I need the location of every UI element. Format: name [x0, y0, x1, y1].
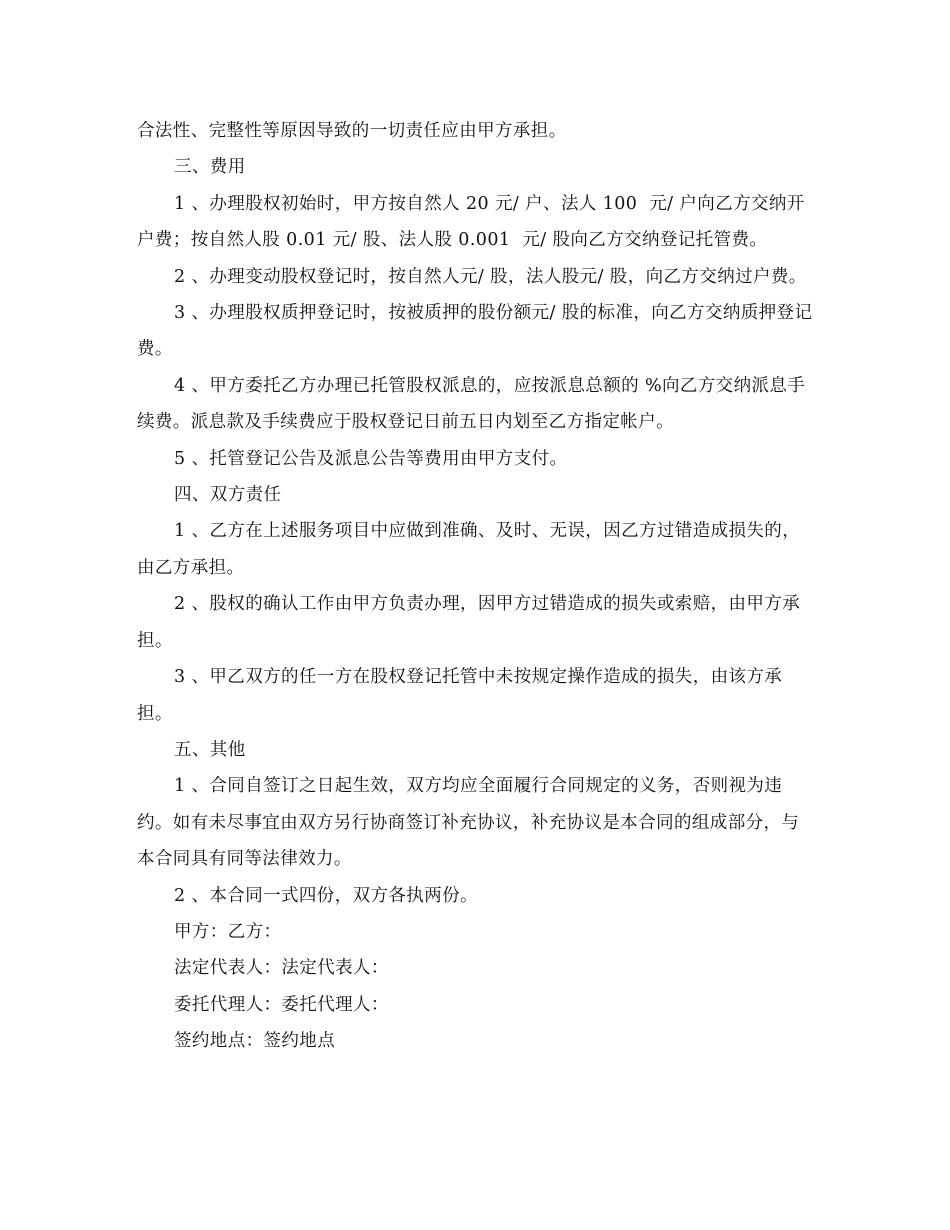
responsibility-clause-1: 1 、乙方在上述服务项目中应做到准确、及时、无误，因乙方过错造成损失的，由乙方承担。 [137, 521, 801, 578]
signature-legal-representatives: 法定代表人：法定代表人： [174, 958, 389, 979]
fees-clause-3: 3 、办理股权质押登记时，按被质押的股份额元/ 股的标准，向乙方交纳质押登记费。 [137, 303, 813, 360]
responsibility-clause-2: 2 、股权的确认工作由甲方负责办理，因甲方过错造成的损失或索赔，由甲方承担。 [137, 594, 801, 651]
signature-signing-place: 签约地点：签约地点 [174, 1031, 336, 1052]
signature-authorized-agents: 委托代理人：委托代理人： [174, 994, 389, 1015]
section-heading-other: 五、其他 [174, 739, 246, 760]
fees-clause-1: 1 、办理股权初始时，甲方按自然人 20 元/ 户、法人 100 元/ 户向乙方交纳开户费；按自然人股 0.01 元/ 股、法人股 0.001 元/ 股向乙方交纳登记托管费。 [137, 193, 805, 251]
signature-parties: 甲方：乙方： [174, 921, 282, 942]
paragraph-liability-continuation: 合法性、完整性等原因导致的一切责任应由甲方承担。 [137, 121, 567, 141]
fees-clause-4: 4 、甲方委托乙方办理已托管股权派息的，应按派息总额的 %向乙方交纳派息手续费。派息款及手续费应于股权登记日前五日内划至乙方指定帐户。 [137, 375, 806, 433]
other-clause-2: 2 、本合同一式四份，双方各执两份。 [174, 885, 478, 906]
responsibility-clause-3: 3 、甲乙双方的任一方在股权登记托管中未按规定操作造成的损失，由该方承担。 [137, 667, 783, 724]
other-clause-1: 1 、合同自签订之日起生效，双方均应全面履行合同规定的义务，否则视为违约。如有未尽事宜由双方另行协商签订补充协议，补充协议是本合同的组成部分，与本合同具有同等法律效力。 [137, 776, 800, 870]
fees-clause-5: 5 、托管登记公告及派息公告等费用由甲方支付。 [174, 448, 568, 469]
section-heading-fees: 三、费用 [174, 157, 246, 178]
fees-clause-2: 2 、办理变动股权登记时，按自然人元/ 股，法人股元/ 股，向乙方交纳过户费。 [174, 266, 807, 287]
document-body [137, 113, 817, 1060]
section-heading-responsibilities: 四、双方责任 [174, 485, 282, 506]
